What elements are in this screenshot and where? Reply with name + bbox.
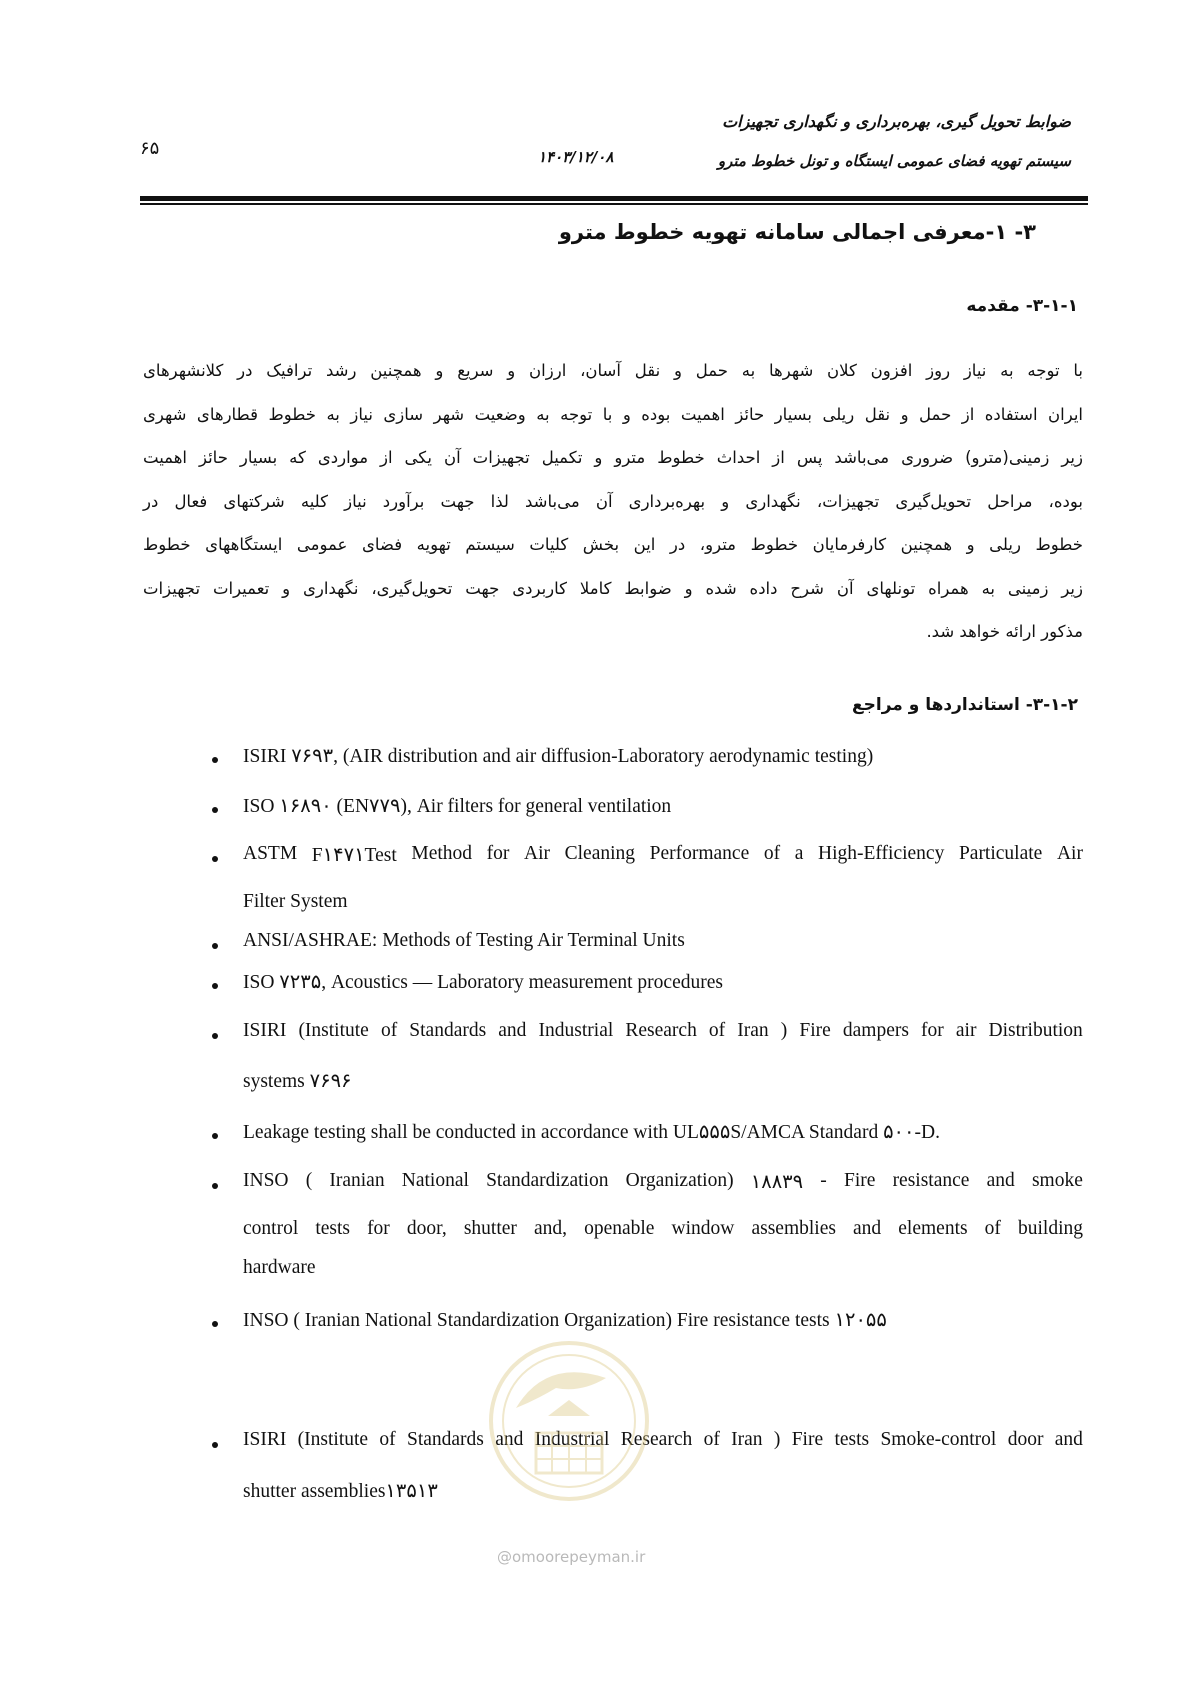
watermark-url: @omoorepeyman.ir (497, 1548, 646, 1566)
omoorepeyman-logo-icon (486, 1338, 652, 1504)
bullet-icon (212, 1183, 218, 1189)
bullet-icon (212, 1133, 218, 1139)
reference-item: ASTM F۱۴۷۱Test Method for Air Cleaning Performance of a High-Efficiency Particulate Air (243, 843, 1083, 866)
reference-item-continued: hardware (243, 1257, 316, 1278)
bullet-icon (212, 943, 218, 949)
paragraph-line: ایران استفاده از حمل و نقل ریلی بسیار حائز اهمیت بوده و با توجه به وضعیت شهر سازی نیاز به خطوط قطارهای شهری (143, 404, 1083, 424)
paragraph-line: مذکور ارائه خواهد شد. (926, 622, 1083, 641)
header-title: ضوابط تحویل گیری، بهره‌برداری و نگهداری تجهیزات (722, 112, 1071, 131)
reference-item: ANSI/ASHRAE: Methods of Testing Air Terminal Units (243, 930, 685, 951)
header-subtitle: سیستم تهویه فضای عمومی ایستگاه و تونل خطوط مترو (717, 152, 1071, 170)
reference-item-continued: control tests for door, shutter and, openable window assemblies and elements of building (243, 1218, 1083, 1239)
reference-item: INSO ( Iranian National Standardization Organization) ۱۸۸۳۹ - Fire resistance and smoke (243, 1170, 1083, 1193)
reference-item: ISIRI ۷۶۹۳, (AIR distribution and air diffusion-Laboratory aerodynamic testing) (243, 746, 874, 767)
reference-item: ISO ۷۲۳۵, Acoustics — Laboratory measurement procedures (243, 972, 723, 993)
reference-item: ISIRI (Institute of Standards and Industrial Research of Iran ) Fire tests Smoke-control door and (243, 1429, 1083, 1450)
references-heading: ۳-۱-۲- استانداردها و مراجع (852, 695, 1078, 715)
bullet-icon (212, 1442, 218, 1448)
bullet-icon (212, 807, 218, 813)
intro-heading: ۳-۱-۱- مقدمه (966, 296, 1078, 316)
bullet-icon (212, 757, 218, 763)
paragraph-line: با توجه به نیاز روز افزون کلان شهرها به حمل و نقل آسان، ارزان و سریع و همچنین رشد ترافیک در کلانشهرهای (143, 361, 1083, 380)
paragraph-line: زیر زمینی به همراه تونلهای آن شرح داده شده و ضوابط کاملا کاربردی جهت تحویل‌گیری، نگهداری و تعمیرات تجهیزات (143, 578, 1083, 598)
paragraph-line: بوده، مراحل تحویل‌گیری تجهیزات، نگهداری و بهره‌برداری آن می‌باشد لذا جهت برآورد نیاز کلیه شرکتهای فعال در (143, 491, 1083, 511)
bullet-icon (212, 1321, 218, 1327)
paragraph-line: خطوط ریلی و همچنین کارفرمایان خطوط مترو، در این بخش کلیات سیستم تهویه فضای عمومی ایستگاههای خطوط (143, 535, 1083, 554)
paragraph-line: زیر زمینی(مترو) ضروری می‌باشد پس از احداث خطوط مترو و تکمیل تجهیزات آن یکی از مواردی که بسیار حائز اهمیت (143, 448, 1083, 467)
header-date: ۱۴۰۳/۱۲/۰۸ (538, 148, 614, 166)
reference-item: Leakage testing shall be conducted in accordance with UL۵۵۵S/AMCA Standard ۵۰۰-D. (243, 1122, 940, 1143)
reference-item-continued: shutter assemblies۱۳۵۱۳ (243, 1481, 438, 1502)
reference-item: INSO ( Iranian National Standardization Organization) Fire resistance tests ۱۲۰۵۵ (243, 1310, 887, 1331)
page-number: ۶۵ (140, 138, 160, 159)
section-heading: ۳- ۱-معرفی اجمالی سامانه تهویه خطوط مترو (558, 220, 1036, 244)
bullet-icon (212, 983, 218, 989)
bullet-icon (212, 856, 218, 862)
reference-item: ISIRI (Institute of Standards and Industrial Research of Iran ) Fire dampers for air Distribution (243, 1020, 1083, 1041)
reference-item: ISO ۱۶۸۹۰ (EN۷۷۹), Air filters for general ventilation (243, 796, 672, 817)
reference-item-continued: systems ۷۶۹۶ (243, 1071, 352, 1092)
reference-item-continued: Filter System (243, 891, 348, 912)
bullet-icon (212, 1033, 218, 1039)
